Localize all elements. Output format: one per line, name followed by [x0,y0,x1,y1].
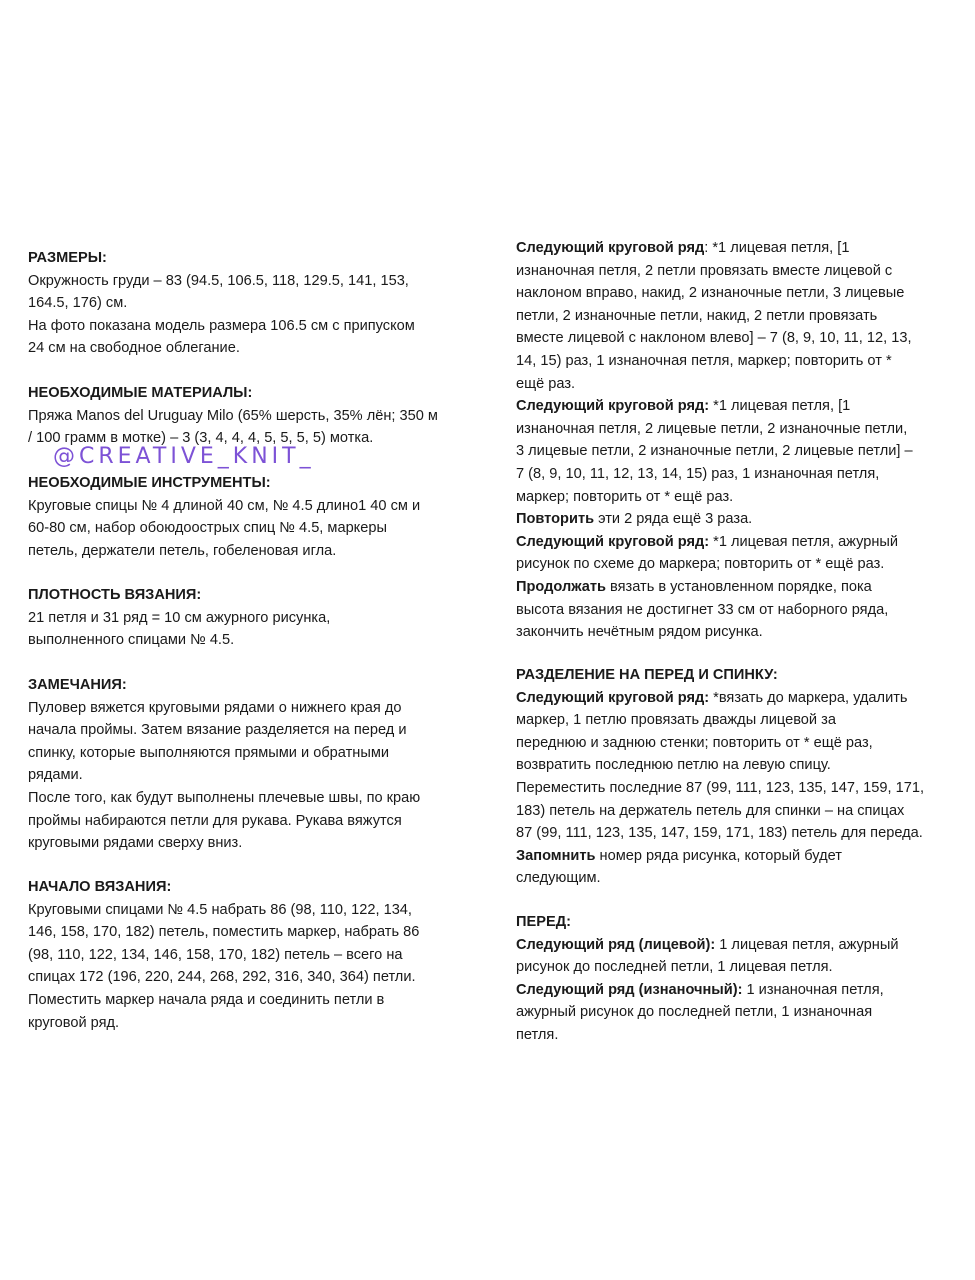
line-text: 7 (8, 9, 10, 11, 12, 13, 14, 15) раз, 1 изнаночная петля, [516,465,880,482]
line-text: ещё раз. [516,375,576,392]
text-line [516,463,956,486]
line-text: переднюю и заднюю стенки; повторить от * ещё раз, [516,734,873,751]
line-text: *вязать до маркера, удалить [709,689,908,706]
bold-lead: Запомнить [516,847,596,864]
text-line: спицах 172 (196, 220, 244, 268, 292, 316, 340, 364) петли. [28,969,416,986]
line-text: ажурный рисунок до последней петли, 1 изнаночная [516,1004,873,1021]
line-text: наклоном вправо, накид, 2 изнаночные петли, 3 лицевые [516,285,905,302]
text-line: начала проймы. Затем вязание разделяется на перед и [28,722,407,739]
text-line [516,440,956,463]
text-line [516,979,956,1002]
section-heading: РАЗДЕЛЕНИЕ НА ПЕРЕД И СПИНКУ: [516,667,778,683]
watermark-text: @CREATIVE_KNIT_ [53,444,315,469]
text-line [516,305,956,328]
text-line [516,845,956,868]
section-heading: ПЕРЕД: [516,914,571,930]
text-line [516,956,956,979]
section-divide [516,664,956,890]
section-front [516,911,956,1047]
section-notes [28,674,468,855]
section-heading: ПЛОТНОСТЬ ВЯЗАНИЯ: [28,587,202,603]
line-text: изнаночная петля, 2 петли провязать вместе лицевой с [516,262,893,279]
line-text: : *1 лицевая петля, [1 [704,240,850,256]
text-line [516,418,956,441]
text-line: 60-80 см, набор обоюдоострых спиц № 4.5, маркеры [28,520,387,537]
text-line [516,867,956,890]
text-line [516,934,956,957]
text-line [516,709,956,732]
line-text: 3 лицевые петли, 2 изнаночные петли, 2 лицевые петли] – [516,443,913,460]
text-line [516,576,956,599]
text-line: Пряжа Manos del Uruguay Milo (65% шерсть, 35% лён; 350 м [28,407,438,424]
text-line [516,754,956,777]
text-line: После того, как будут выполнены плечевые швы, по краю [28,789,421,806]
section-heading: НАЧАЛО ВЯЗАНИЯ: [28,879,172,895]
text-line [516,621,956,644]
bold-lead: Следующий ряд (лицевой): [516,936,716,953]
text-line [516,486,956,509]
line-text: маркер; повторить от * ещё раз. [516,488,734,505]
line-text: 1 лицевая петля, ажурный [715,936,899,953]
bold-lead: Продолжать [516,578,606,595]
text-line [516,1024,956,1047]
line-text: 1 изнаночная петля, [742,981,884,998]
line-text: петля. [516,1026,559,1043]
text-line: / 100 грамм в мотке) – 3 (3, 4, 4, 4, 5, 5, 5, 5) мотка. [28,430,374,447]
line-text: следующим. [516,870,601,887]
section-heading: РАЗМЕРЫ: [28,250,107,266]
line-text: 14, 15) раз, 1 изнаночная петля, маркер; повторить от * [516,352,892,369]
text-line: проймы набираются петли для рукава. Рукава вяжутся [28,812,402,829]
text-line [516,237,956,260]
text-line: Окружность груди – 83 (94.5, 106.5, 118, 129.5, 141, 153, [28,272,409,289]
text-line [516,260,956,283]
section-tools [28,472,468,562]
text-line [516,732,956,755]
section-heading: НЕОБХОДИМЫЕ ИНСТРУМЕНТЫ: [28,475,271,491]
line-text: 183) петель на держатель петель для спинки – на спицах [516,802,905,819]
line-text: рисунок до последней петли, 1 лицевая петля. [516,959,833,976]
text-line: 164.5, 176) см. [28,295,128,312]
line-text: возвратить последнюю петлю на левую спицу. [516,757,831,774]
text-line: На фото показана модель размера 106.5 см с припуском [28,317,415,334]
line-text: вместе лицевой с наклоном влево] – 7 (8, 9, 10, 11, 12, 13, [516,330,912,347]
line-text: высота вязания не достигнет 33 см от наборного ряда, [516,601,889,618]
text-line [516,599,956,622]
text-line [516,687,956,710]
text-line [516,553,956,576]
line-text: рисунок по схеме до маркера; повторить от * ещё раз. [516,556,885,573]
line-text: эти 2 ряда ещё 3 раза. [594,511,753,528]
text-line: петель, держатели петель, гобеленовая игла. [28,542,337,559]
line-text: номер ряда рисунка, который будет [595,847,842,864]
bold-lead: Повторить [516,511,595,528]
text-line: спинку, которые выполняются прямыми и обратными [28,744,390,761]
section-start [28,876,468,1034]
line-text: закончить нечётным рядом рисунка. [516,624,763,641]
text-line [516,1001,956,1024]
text-line [516,531,956,554]
text-line [516,822,956,845]
line-text: *1 лицевая петля, [1 [709,398,851,415]
text-line: 146, 158, 170, 182) петель, поместить маркер, набрать 86 [28,924,420,941]
text-line [516,508,956,531]
text-line: Круговыми спицами № 4.5 набрать 86 (98, 110, 122, 134, [28,901,412,918]
line-text: Переместить последние 87 (99, 111, 123, 135, 147, 159, 171, [516,779,925,796]
text-line [516,777,956,800]
section-sizes [28,247,468,360]
line-text: вязать в установленном порядке, пока [605,578,872,595]
bold-lead: Следующий круговой ряд: [516,398,710,415]
text-line [516,282,956,305]
text-line [516,350,956,373]
line-text: 87 (99, 111, 123, 135, 147, 159, 171, 183) петель для переда. [516,825,923,842]
text-line: (98, 110, 122, 134, 146, 158, 170, 182) петель – всего на [28,946,403,963]
text-line [516,800,956,823]
bold-lead: Следующий круговой ряд: [516,533,710,550]
text-line: Поместить маркер начала ряда и соединить петли в [28,991,385,1008]
section-heading: НЕОБХОДИМЫЕ МАТЕРИАЛЫ: [28,385,253,401]
line-text: *1 лицевая петля, ажурный [709,533,899,550]
text-line: Пуловер вяжется круговыми рядами о нижнего края до [28,699,402,716]
text-line [516,395,956,418]
line-text: изнаночная петля, 2 лицевые петли, 2 изнаночные петли, [516,420,908,437]
line-text: маркер, 1 петлю провязать дважды лицевой за [516,712,836,729]
text-line: круговыми рядами сверху вниз. [28,835,243,852]
text-line: 24 см на свободное облегание. [28,340,240,357]
text-line: круговой ряд. [28,1014,120,1031]
line-text: петли, 2 изнаночные петли, накид, 2 петли провязать [516,307,878,324]
section-rounds [516,237,956,644]
bold-lead: Следующий круговой ряд [516,240,705,256]
text-line: рядами. [28,767,83,784]
section-materials [28,382,468,450]
text-line: Круговые спицы № 4 длиной 40 см, № 4.5 длино1 40 см и [28,497,421,514]
bold-lead: Следующий ряд (изнаночный): [516,981,743,998]
section-gauge [28,584,468,652]
bold-lead: Следующий круговой ряд: [516,689,710,706]
text-line [516,327,956,350]
text-line: 21 петля и 31 ряд = 10 см ажурного рисунка, [28,609,331,626]
text-line: выполненного спицами № 4.5. [28,632,235,649]
section-heading: ЗАМЕЧАНИЯ: [28,677,127,693]
text-line [516,373,956,396]
